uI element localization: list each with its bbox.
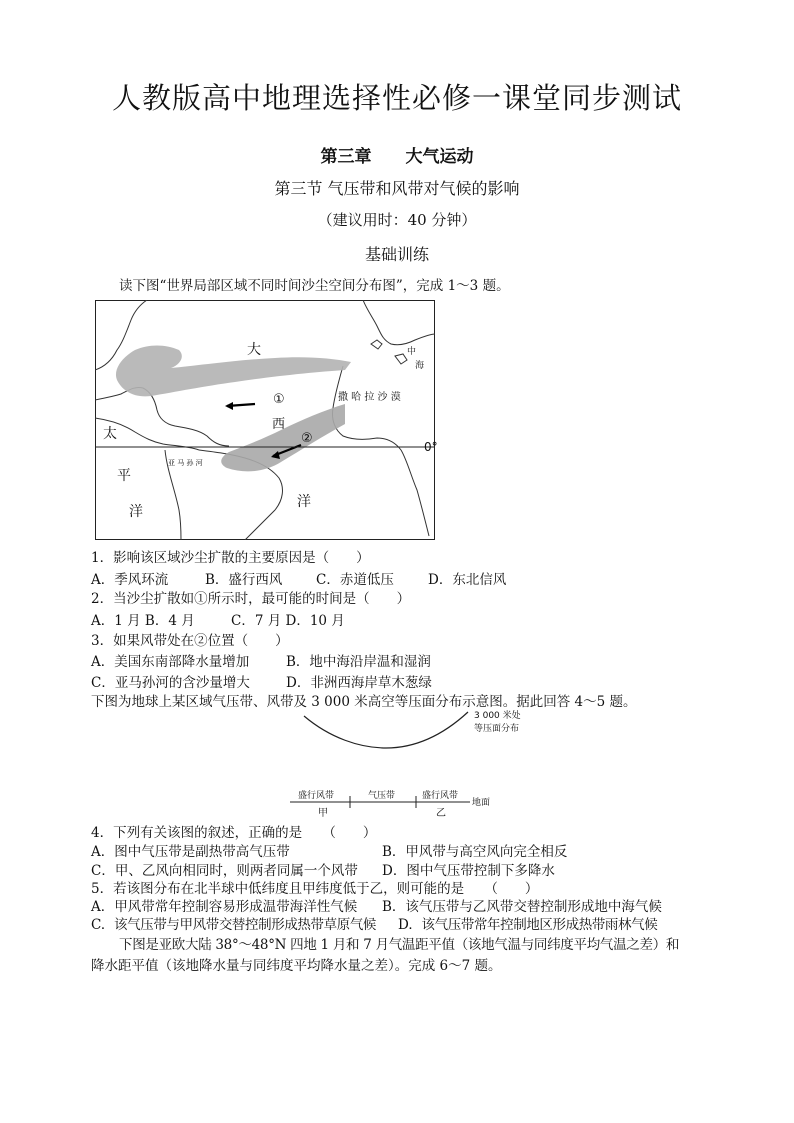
question-3: 3．如果风带处在②位置（ ） bbox=[91, 633, 289, 649]
q4-option-d: D．图中气压带控制下多降水 bbox=[382, 863, 555, 879]
question-2: 2．当沙尘扩散如①所示时，最可能的时间是（ ） bbox=[91, 591, 411, 607]
dust-distribution-map bbox=[95, 300, 435, 540]
isobar-label-2: 等压面分布 bbox=[474, 724, 520, 734]
ground-label: 地面 bbox=[472, 798, 491, 808]
q2-options-ab: A．1 月 B．4 月 bbox=[91, 613, 195, 629]
map-label-tai: 太 bbox=[103, 426, 117, 442]
map-label-xi: 西 bbox=[272, 417, 286, 432]
isobar-label-1: 3 000 米处 bbox=[474, 711, 521, 721]
question-1: 1．影响该区域沙尘扩散的主要原因是（ ） bbox=[91, 550, 370, 566]
belt-left-label: 盛行风带 bbox=[298, 791, 335, 801]
q4-option-c: C．甲、乙风向相同时，则两者同属一个风带 bbox=[91, 863, 358, 879]
belt-right-label: 盛行风带 bbox=[422, 791, 459, 801]
map-label-ping: 平 bbox=[117, 468, 131, 484]
map-label-hai: 海 bbox=[415, 361, 425, 371]
equator-label: 0° bbox=[424, 440, 438, 454]
map-intro: 读下图“世界局部区域不同时间沙尘空间分布图”，完成 1～3 题。 bbox=[119, 278, 510, 294]
belt-yi-label: 乙 bbox=[436, 808, 446, 819]
question-4: 4．下列有关该图的叙述，正确的是 （ ） bbox=[91, 825, 377, 841]
section-title: 第三节 气压带和风带对气候的影响 bbox=[274, 179, 520, 198]
map-label-yang: 洋 bbox=[297, 494, 311, 510]
q5-option-d: D．该气压带常年控制地区形成热带雨林气候 bbox=[398, 917, 658, 933]
map-label-circle-1: ① bbox=[273, 392, 285, 407]
belt-middle-label: 气压带 bbox=[368, 791, 396, 801]
map-label-yang2: 洋 bbox=[129, 504, 143, 520]
pressure-belt-diagram bbox=[290, 706, 530, 822]
belt-jia-label: 甲 bbox=[318, 808, 328, 819]
q5-option-b: B．该气压带与乙风带交替控制形成地中海气候 bbox=[382, 899, 662, 915]
map-label-zhong: 中 bbox=[407, 347, 417, 357]
q3-option-a: A．美国东南部降水量增加 bbox=[91, 654, 250, 670]
intro-6-7-line-2: 降水距平值（该地降水量与同纬度平均降水量之差）。完成 6～7 题。 bbox=[91, 958, 502, 974]
page-title: 人教版高中地理选择性必修一课堂同步测试 bbox=[111, 81, 682, 115]
suggested-time: （建议用时：40 分钟） bbox=[317, 211, 477, 229]
map-label-circle-2: ② bbox=[301, 431, 313, 446]
q1-option-d: D．东北信风 bbox=[428, 572, 507, 588]
q2-options-cd: C．7 月 D．10 月 bbox=[231, 613, 345, 629]
q1-option-c: C．赤道低压 bbox=[316, 572, 394, 588]
q1-option-a: A．季风环流 bbox=[91, 572, 169, 588]
map-label-da: 大 bbox=[247, 342, 261, 358]
map-label-sahara: 撒 哈 拉 沙 漠 bbox=[338, 392, 401, 403]
q3-option-b: B．地中海沿岸温和湿润 bbox=[286, 654, 431, 670]
q3-option-c: C．亚马孙河的含沙量增大 bbox=[91, 675, 250, 691]
intro-4-5: 下图为地球上某区域气压带、风带及 3 000 米高空等压面分布示意图。据此回答 4～5 题。 bbox=[91, 694, 637, 710]
q5-option-a: A．甲风带常年控制容易形成温带海洋性气候 bbox=[91, 899, 358, 915]
q3-option-d: D．非洲西海岸草木葱绿 bbox=[286, 675, 432, 691]
q4-option-b: B．甲风带与高空风向完全相反 bbox=[382, 844, 568, 860]
map-label-amazon: 亚 马 孙 河 bbox=[168, 459, 203, 467]
training-heading: 基础训练 bbox=[364, 245, 429, 264]
question-5: 5．若该图分布在北半球中低纬度且甲纬度低于乙，则可能的是 （ ） bbox=[91, 881, 539, 897]
chapter-title: 第三章 大气运动 bbox=[320, 147, 474, 167]
q5-option-c: C．该气压带与甲风带交替控制形成热带草原气候 bbox=[91, 917, 377, 933]
q4-option-a: A．图中气压带是副热带高气压带 bbox=[91, 844, 290, 860]
intro-6-7-line-1: 下图是亚欧大陆 38°～48°N 四地 1 月和 7 月气温距平值（该地气温与同纬度平均气温之差）和 bbox=[119, 937, 680, 953]
q1-option-b: B．盛行西风 bbox=[205, 572, 283, 588]
